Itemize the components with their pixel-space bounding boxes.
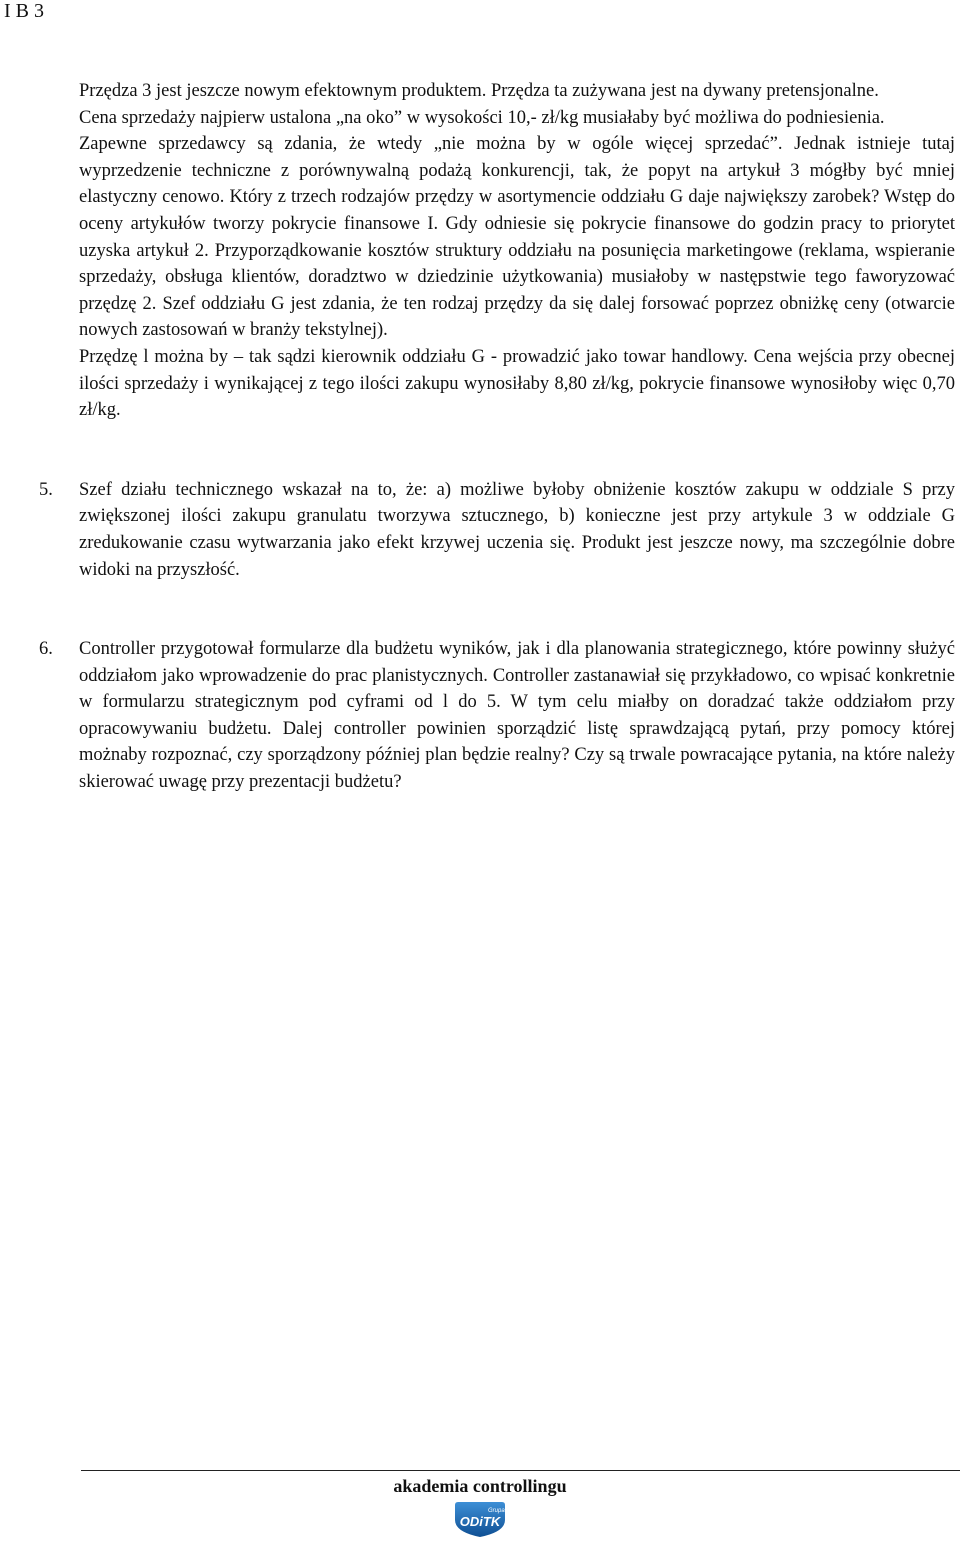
list-item-text: Szef działu technicznego wskazał na to, że: a) możliwe byłoby obniżenie kosztów zakupu w oddziale S przy zwiększonej ilości zakupu granulatu tworzywa sztucznego, b) konieczne jest przy artykule 3 w oddziale G zredukowanie czasu wytwarzania jako efekt krzywej uczenia się. Produkt jest jeszcze nowy, ma szczególnie dobre widoki na przyszłość.	[79, 479, 955, 580]
paragraph-intro-4: Przędzę l można by – tak sądzi kierownik oddziału G - prowadzić jako towar handlowy. Cena wejścia przy obecnej ilości sprzedaży i wynikającej z tego ilości zakupu wynosiłaby 8,80 zł/kg, pokrycie finansowe wynosiłoby więc 0,70 zł/kg.	[79, 346, 955, 421]
paragraph-intro-3: Zapewne sprzedawcy są zdania, że wtedy „nie można by w ogóle więcej sprzedać”. Jednak istnieje tutaj wyprzedzenie techniczne z porównywalną podażą konkurencji, tak, że popyt na artykuł 3 mógłby być mniej elastyczny cenowo. Który z trzech rodzajów przędzy w asortymencie oddziału G daje największy zarobek? Wstęp do oceny artykułów tworzy pokrycie finansowe I. Gdy odniesie się pokrycie finansowe do godzin pracy to priorytet uzyska artykuł 2. Przyporządkowanie kosztów struktury oddziału na posunięcia marketingowe (reklama, wspieranie sprzedaży, obsługa klientów, doradztwo w dziedzinie użytkowania) musiałoby w następstwie tego faworyzować przędzę 2. Szef oddziału G jest zdania, że ten rodzaj przędzy da się dalej forsować poprzez obniżkę ceny (otwarcie nowych zastosowań w branży tekstylnej).	[79, 134, 955, 341]
list-item-number: 5.	[39, 479, 53, 500]
list-item-5	[39, 477, 955, 583]
footer-divider	[81, 1470, 960, 1471]
page-label: I B 3	[4, 0, 44, 22]
footer-brand-text: akademia controllingu	[393, 1476, 567, 1496]
oditk-logo-icon	[452, 1498, 508, 1538]
svg-text:Grupa: Grupa	[488, 1508, 505, 1514]
list-item-6	[39, 636, 955, 796]
paragraph-intro-1: Przędza 3 jest jeszcze nowym efektownym produktem. Przędza ta zużywana jest na dywany pretensjonalne.	[79, 81, 879, 101]
paragraph-intro-2: Cena sprzedaży najpierw ustalona „na oko” w wysokości 10,- zł/kg musiałaby być możliwa do podniesienia.	[79, 107, 885, 128]
list-item-text: Controller przygotował formularze dla budżetu wyników, jak i dla planowania strategicznego, które powinny służyć oddziałom jako wprowadzenie do prac planistycznych. Controller zastanawiał się przykładowo, co wpisać konkretnie w formularzu strategicznym pod cyframi od l do 5. W tym celu miałby on doradzać także oddziałom przy opracowywaniu budżetu. Dalej controller powinien sporządzić listę sprawdzającą pytań, przy pomocy której możnaby rozpoznać, czy sporządzony później plan będzie realny? Czy są trwale powracające pytania, na które należy skierować uwagę przy prezentacji budżetu?	[79, 639, 955, 793]
document-body	[39, 78, 955, 796]
list-item-number: 6.	[39, 639, 53, 660]
svg-text:ODiTK: ODiTK	[459, 1514, 501, 1529]
